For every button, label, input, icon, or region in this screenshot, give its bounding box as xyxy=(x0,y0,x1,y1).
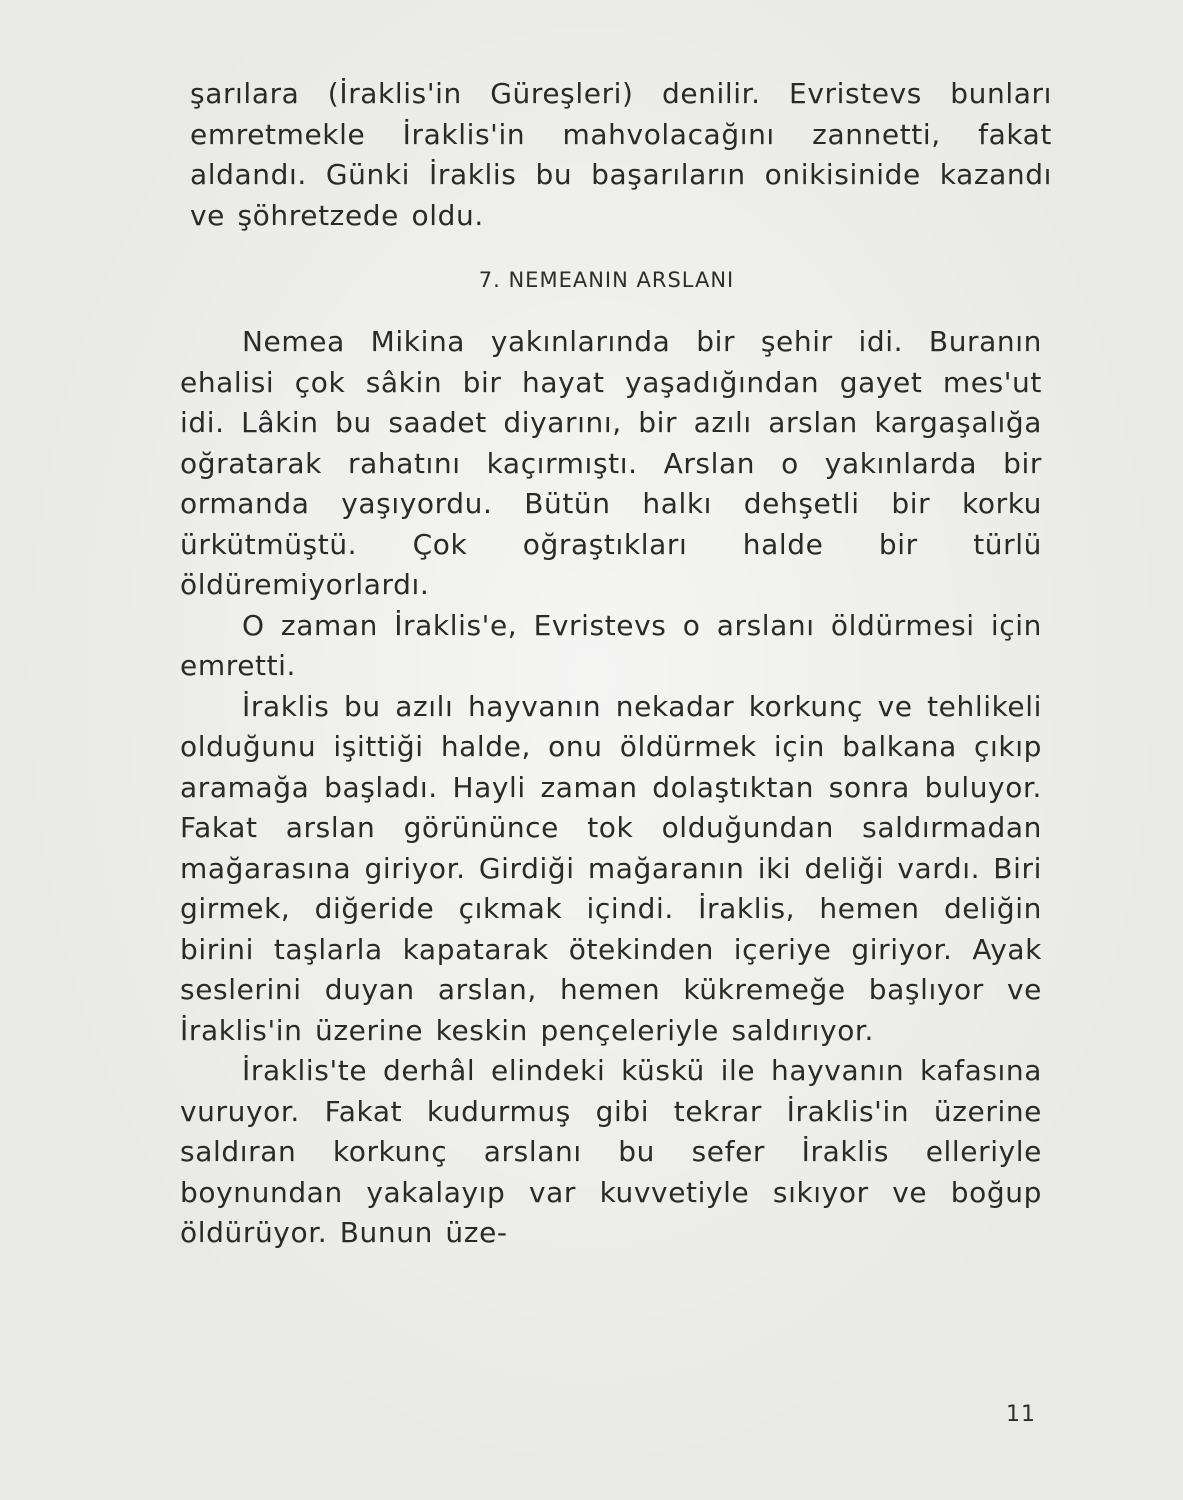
page-number: 11 xyxy=(1006,1402,1036,1427)
section-body xyxy=(180,322,1042,1254)
paragraph-3: İraklis bu azılı hayvanın nekadar korkunç ve tehlikeli olduğunu işittiği halde, onu öldürmek için balkana çıkıp aramağa başladı. Hayli zaman dolaştıktan sonra buluyor. Fakat arslan görününce tok olduğundan saldırmadan mağarasına giriyor. Girdiği mağaranın iki deliği vardı. Biri girmek, diğeride çıkmak içindi. İraklis, hemen deliğin birini taşlarla kapatarak ötekinden içeriye giriyor. Ayak seslerini duyan arslan, hemen kükremeğe başlıyor ve İraklis'in üzerine keskin pençeleriyle saldırıyor. xyxy=(180,689,1042,1047)
paragraph-2: O zaman İraklis'e, Evristevs o arslanı öldürmesi için emretti. xyxy=(180,608,1042,682)
paragraph-4: İraklis'te derhâl elindeki küskü ile hayvanın kafasına vuruyor. Fakat kudurmuş gibi tekrar İraklis'in üzerine saldıran korkunç arslanı bu sefer İraklis elleriyle boynundan yakalayıp var kuvvetiyle sıkıyor ve boğup öldürüyor. Bunun üze- xyxy=(180,1054,1042,1249)
intro-paragraph: şarılara (İraklis'in Güreşleri) denilir. Evristevs bunları emretmekle İraklis'in mahvolacağını zannetti, fakat aldandı. Günki İraklis bu başarıların onikisinide kazandı ve şöhretzede oldu. xyxy=(190,77,1052,232)
paragraph-1: Nemea Mikina yakınlarında bir şehir idi. Buranın ehalisi çok sâkin bir hayat yaşadığından gayet mes'ut idi. Lâkin bu saadet diyarını, bir azılı arslan kargaşalığa oğratarak rahatını kaçırmıştı. Arslan o yakınlarda bir ormanda yaşıyordu. Bütün halkı dehşetli bir korku ürkütmüştü. Çok oğraştıkları halde bir türlü öldüremiyorlardı. xyxy=(180,325,1042,601)
intro-paragraph-block xyxy=(190,74,1052,236)
section-heading: 7. NEMEANIN ARSLANI xyxy=(478,268,735,292)
